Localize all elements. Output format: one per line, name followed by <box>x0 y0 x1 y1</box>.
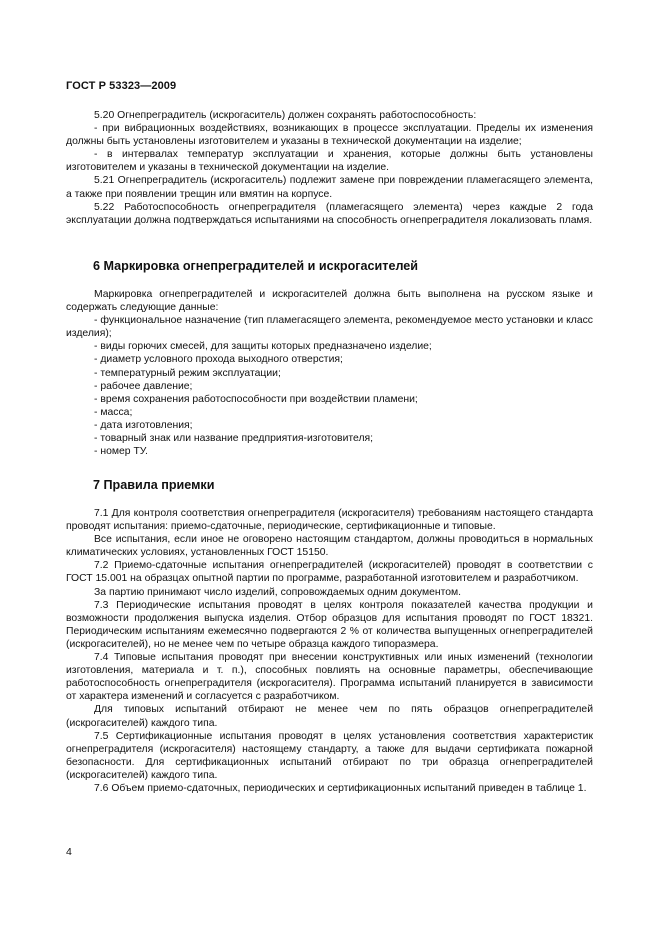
paragraph-all-tests: Все испытания, если иное не оговорено настоящим стандартом, должны проводиться в нормальных климатических условиях, установленных ГОСТ 15150. <box>66 534 593 559</box>
paragraph-5-22: 5.22 Работоспособность огнепреградителя (пламегасящего элемента) через каждые 2 года эксплуатации должна подтверждаться испытаниями на способность огнепреградителя локализовать пламя. <box>66 201 593 226</box>
paragraph-5-20: 5.20 Огнепреградитель (искрогаситель) должен сохранять работоспособность: <box>94 110 477 121</box>
section-7-body <box>66 507 593 795</box>
paragraph-7-5: 7.5 Сертификационные испытания проводят в целях установления соответствия характеристик огнепреградителя (искрогасителя) настоящему стандарту, а также для выдачи сертификата пожарной безопасности. Для сертификационных испытаний отбирают по три образца огнепреградителей (искрогасителей) каждого типа. <box>66 730 593 781</box>
paragraph-temperature: - в интервалах температур эксплуатации и хранения, которые должны быть установлены изготовителем и указаны в технической документации на изделие. <box>66 149 593 174</box>
paragraph-7-4: 7.4 Типовые испытания проводят при внесении конструктивных или иных изменений (технологии изготовления, материала и т. п.), способных повлиять на основные параметры, обеспечивающие работоспособность огнепреградителя (искрогасителя). Программа испытаний планируется в зависимости от характера изменений и согласуется с разработчиком. <box>66 652 593 703</box>
list-item: - виды горючих смесей, для защиты которых предназначено изделие; <box>94 341 432 353</box>
paragraph-type-tests: Для типовых испытаний отбирают не менее чем по пять образцов огнепреградителей (искрогасителей) каждого типа. <box>66 704 593 729</box>
paragraph-7-1: 7.1 Для контроля соответствия огнепреградителя (искрогасителя) требованиям настоящего стандарта проводят испытания: приемо-сдаточные, периодические, сертификационные и типовые. <box>66 508 593 533</box>
page-number: 4 <box>66 846 72 858</box>
list-item: - функциональное назначение (тип пламегасящего элемента, рекомендуемое место установки и класс изделия); <box>66 315 593 340</box>
paragraph-7-2: 7.2 Приемо-сдаточные испытания огнепреградителей (искрогасителей) проводят в соответствии с ГОСТ 15.001 на образцах опытной партии по программе, разработанной изготовителем и разработчиком. <box>66 560 593 585</box>
list-item: - номер ТУ. <box>94 446 148 458</box>
list-item: - температурный режим эксплуатации; <box>94 367 281 379</box>
list-item: - дата изготовления; <box>94 419 193 431</box>
page-header: ГОСТ Р 53323—2009 <box>66 80 177 92</box>
section-7-heading: 7 Правила приемки <box>93 478 215 492</box>
paragraph-7-3: 7.3 Периодические испытания проводят в целях контроля показателей качества продукции и возможности продолжения выпуска изделия. Отбор образцов для испытания проводят по ГОСТ 18321. Периодическим испытаниям ежемесячно подвергаются 2 % от количества выпущенных огнепреградителей (искрогасителей), но не менее чем по четыре образца каждого типоразмера. <box>66 599 593 650</box>
list-item: - диаметр условного прохода выходного отверстия; <box>94 354 343 366</box>
paragraph-batch: За партию принимают число изделий, сопровождаемых одним документом. <box>94 586 462 598</box>
paragraph-vibration: - при вибрационных воздействиях, возникающих в процессе эксплуатации. Пределы их изменения должны быть установлены изготовителем и указаны в технической документации на изделие; <box>66 123 593 148</box>
list-item: - время сохранения работоспособности при воздействии пламени; <box>94 393 418 405</box>
paragraph-5-21: 5.21 Огнепреградитель (искрогаситель) подлежит замене при повреждении пламегасящего элемента, а также при появлении трещин или вмятин на корпусе. <box>66 175 593 200</box>
list-item: - рабочее давление; <box>94 380 193 392</box>
section-6-heading: 6 Маркировка огнепреградителей и искрогасителей <box>93 259 419 273</box>
paragraph-7-6: 7.6 Объем приемо-сдаточных, периодических и сертификационных испытаний приведен в таблице 1. <box>94 782 587 794</box>
block-5-20-5-22 <box>66 109 593 227</box>
paragraph-marking-intro: Маркировка огнепреградителей и искрогасителей должна быть выполнена на русском языке и содержать следующие данные: <box>66 289 593 314</box>
section-6-body <box>66 288 593 458</box>
list-item: - масса; <box>94 406 133 418</box>
list-item: - товарный знак или название предприятия-изготовителя; <box>94 433 374 445</box>
